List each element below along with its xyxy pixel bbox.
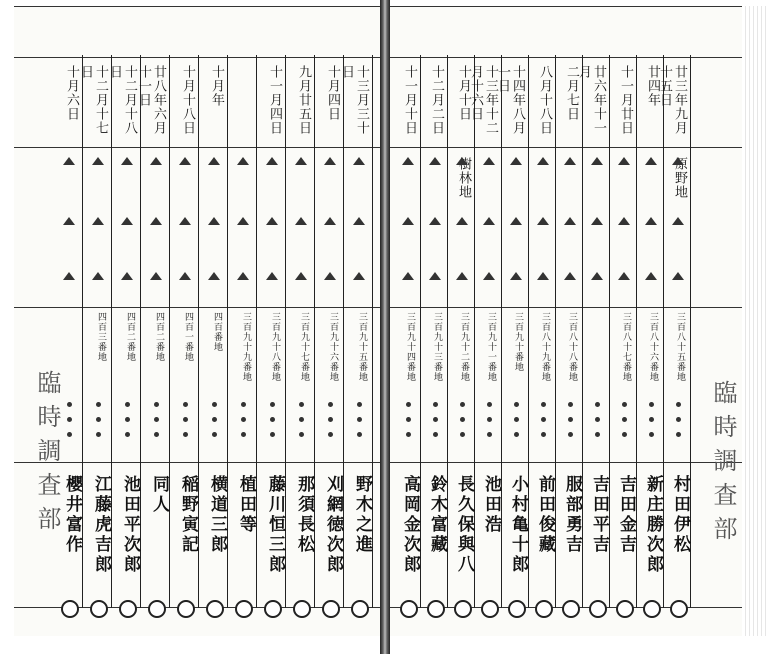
cell-date: 十月四日 (325, 65, 340, 121)
cell-date: 十二月十八日 (107, 65, 137, 135)
cell-addr: 三百八十五番地 (675, 312, 685, 382)
ditto-mark (483, 157, 495, 165)
ditto-mark (537, 272, 549, 280)
ditto-mark (645, 157, 657, 165)
cell-type (614, 157, 633, 247)
cell-name: 横道三郎 (207, 475, 227, 555)
column-divider (140, 55, 141, 608)
area-dot (514, 417, 519, 422)
binding-hole (61, 600, 79, 618)
column-divider (372, 55, 373, 608)
ditto-mark (618, 217, 630, 225)
area-dot (433, 432, 438, 437)
ditto-mark (92, 272, 104, 280)
area-dot (357, 402, 362, 407)
cell-name: 同人 (149, 475, 169, 515)
area-dot (299, 402, 304, 407)
area-dot (622, 402, 627, 407)
cell-addr (587, 312, 606, 382)
ditto-mark (456, 272, 468, 280)
cell-type (203, 157, 224, 247)
cell-name: 池田浩 (481, 475, 501, 535)
area-dot (541, 402, 546, 407)
cell-date: 八月十八日 (537, 65, 552, 135)
binding-hole (351, 600, 369, 618)
binding-hole (264, 600, 282, 618)
ditto-mark (402, 272, 414, 280)
cell-date: 廿八年六月十一日 (136, 65, 166, 135)
column-divider (555, 55, 556, 608)
binding-hole (322, 600, 340, 618)
ditto-mark (429, 217, 441, 225)
ditto-mark (266, 157, 278, 165)
binding-hole (427, 600, 445, 618)
area-dot (270, 417, 275, 422)
area-dot (154, 417, 159, 422)
area-dot (649, 417, 654, 422)
cell-type (348, 157, 369, 247)
binding-hole (293, 600, 311, 618)
cell-addr: 三百九十七番地 (299, 312, 309, 382)
ditto-mark (121, 157, 133, 165)
ditto-mark (208, 157, 220, 165)
cell-date: 十四年八月一日 (495, 65, 525, 135)
ditto-mark (324, 217, 336, 225)
area-dot (183, 402, 188, 407)
ditto-mark (429, 272, 441, 280)
area-dot (125, 417, 130, 422)
column-divider (582, 55, 583, 608)
ditto-mark (456, 217, 468, 225)
cell-name: 村田伊松 (670, 475, 690, 555)
ditto-mark (402, 157, 414, 165)
ditto-mark (150, 217, 162, 225)
binding-hole (616, 600, 634, 618)
area-dot (67, 417, 72, 422)
cell-name: 吉田金吉 (616, 475, 636, 555)
column-divider (314, 55, 315, 608)
ditto-mark (564, 272, 576, 280)
binding-hole (562, 600, 580, 618)
ditto-mark (237, 157, 249, 165)
area-dot (514, 402, 519, 407)
cell-addr: 三百九十三番地 (432, 312, 442, 382)
area-dot (299, 432, 304, 437)
column-divider (663, 55, 664, 608)
area-dot (406, 417, 411, 422)
area-dot (649, 402, 654, 407)
ditto-mark (591, 272, 603, 280)
area-dot (96, 402, 101, 407)
cell-addr: 三百八十七番地 (621, 312, 631, 382)
ditto-mark (591, 217, 603, 225)
area-dot (212, 402, 217, 407)
ditto-mark (63, 217, 75, 225)
cell-date: 二月七日 (564, 65, 579, 121)
column-divider (82, 55, 83, 608)
ditto-mark (92, 217, 104, 225)
cell-type (641, 157, 660, 247)
ditto-mark (92, 157, 104, 165)
column-divider (528, 55, 529, 608)
area-dot (406, 432, 411, 437)
area-dot (328, 417, 333, 422)
cell-date: 九月廿五日 (296, 65, 311, 135)
cell-type (145, 157, 166, 247)
ditto-mark (429, 157, 441, 165)
cell-type (232, 157, 253, 247)
area-dot (67, 432, 72, 437)
area-dot (67, 402, 72, 407)
cell-date: 十月六日 (64, 65, 79, 121)
ditto-mark (510, 272, 522, 280)
cell-type (560, 157, 579, 247)
cell-date: 廿四年 (645, 65, 660, 107)
ditto-mark (295, 272, 307, 280)
cell-name: 江藤虎吉郎 (91, 475, 111, 575)
cell-type (533, 157, 552, 247)
area-dot (568, 432, 573, 437)
ditto-mark (645, 272, 657, 280)
ditto-mark (295, 157, 307, 165)
cell-type (174, 157, 195, 247)
cell-name: 前田俊藏 (535, 475, 555, 555)
area-dot (487, 417, 492, 422)
area-dot (328, 432, 333, 437)
binding-hole (508, 600, 526, 618)
ditto-mark (672, 217, 684, 225)
area-dot (357, 417, 362, 422)
area-dot (154, 402, 159, 407)
cell-addr: 三百八十八番地 (567, 312, 577, 382)
area-dot (595, 402, 600, 407)
column-divider (169, 55, 170, 608)
column-divider (285, 55, 286, 608)
ditto-mark (537, 157, 549, 165)
ditto-mark (63, 157, 75, 165)
area-dot (357, 432, 362, 437)
binding-hole (481, 600, 499, 618)
area-dot (433, 402, 438, 407)
ditto-mark (510, 157, 522, 165)
ditto-mark (672, 157, 684, 165)
ditto-mark (208, 217, 220, 225)
area-dot (622, 432, 627, 437)
left-margin-title: 臨時調査部 (33, 370, 61, 540)
cell-date: 十二月十七日 (78, 65, 108, 135)
binding-hole (148, 600, 166, 618)
cell-name: 高岡金次郎 (400, 475, 420, 575)
ditto-mark (237, 217, 249, 225)
column-divider (198, 55, 199, 608)
area-dot (96, 432, 101, 437)
cell-date: 廿三年九月十五日 (657, 65, 687, 135)
cell-date: 十二月二日 (429, 65, 444, 135)
cell-addr: 三百九十四番地 (405, 312, 415, 382)
cell-date: 十一月十日 (402, 65, 417, 135)
ditto-mark (179, 217, 191, 225)
ditto-mark (150, 157, 162, 165)
ditto-mark (121, 272, 133, 280)
left-page (14, 6, 380, 636)
area-dot (406, 402, 411, 407)
cell-addr: 三百九十五番地 (357, 312, 367, 382)
cell-type (261, 157, 282, 247)
cell-addr: 四百番地 (212, 312, 222, 352)
area-dot (460, 402, 465, 407)
ditto-mark (510, 217, 522, 225)
column-divider (636, 55, 637, 608)
cell-addr: 四百一番地 (183, 312, 193, 362)
book-spine (380, 0, 390, 654)
area-dot (212, 417, 217, 422)
cell-addr: 三百九十八番地 (270, 312, 280, 382)
ditto-mark (121, 217, 133, 225)
ditto-mark (63, 272, 75, 280)
column-divider (690, 55, 691, 608)
area-dot (676, 417, 681, 422)
cell-addr: 三百九十番地 (513, 312, 523, 372)
area-dot (487, 402, 492, 407)
ledger-rule-3 (14, 462, 380, 463)
column-divider (474, 55, 475, 608)
cell-type (479, 157, 498, 247)
cell-name: 服部勇吉 (562, 475, 582, 555)
cell-name: 藤川恒三郎 (265, 475, 285, 575)
right-page (390, 6, 742, 636)
cell-type (587, 157, 606, 247)
area-dot (622, 417, 627, 422)
cell-addr: 三百九十二番地 (459, 312, 469, 382)
area-dot (568, 402, 573, 407)
ditto-mark (353, 217, 365, 225)
cell-name: 稲野寅記 (178, 475, 198, 555)
area-dot (299, 417, 304, 422)
area-dot (241, 417, 246, 422)
cell-addr: 四百二番地 (125, 312, 135, 362)
ditto-mark (645, 217, 657, 225)
cell-addr: 四百三番地 (96, 312, 106, 362)
cell-type (58, 157, 79, 247)
ditto-mark (237, 272, 249, 280)
ditto-mark (324, 272, 336, 280)
ditto-mark (537, 217, 549, 225)
column-divider (609, 55, 610, 608)
cell-date: 十三年十二月十六日 (468, 65, 498, 135)
cell-type: 原野地 (672, 157, 687, 199)
cell-name: 新庄勝次郎 (643, 475, 663, 575)
cell-date: 十一月四日 (267, 65, 282, 135)
area-dot (433, 417, 438, 422)
cell-name: 野木之進 (352, 475, 372, 555)
area-dot (328, 402, 333, 407)
ditto-mark (591, 157, 603, 165)
cell-type (319, 157, 340, 247)
ditto-mark (266, 272, 278, 280)
area-dot (96, 417, 101, 422)
ditto-mark (150, 272, 162, 280)
binding-hole (454, 600, 472, 618)
ledger-rule-1 (14, 147, 380, 148)
binding-hole (535, 600, 553, 618)
binding-hole (119, 600, 137, 618)
ditto-mark (564, 157, 576, 165)
area-dot (676, 402, 681, 407)
area-dot (241, 402, 246, 407)
ditto-mark (353, 157, 365, 165)
cell-name: 鈴木富藏 (427, 475, 447, 555)
area-dot (241, 432, 246, 437)
cell-type (290, 157, 311, 247)
cell-name: 刈網徳次郎 (323, 475, 343, 575)
ditto-mark (618, 272, 630, 280)
area-dot (514, 432, 519, 437)
ditto-mark (618, 157, 630, 165)
cell-name: 長久保與八 (454, 475, 474, 575)
right-margin-title: 臨時調査部 (709, 380, 737, 550)
ditto-mark (208, 272, 220, 280)
area-dot (460, 417, 465, 422)
binding-hole (670, 600, 688, 618)
area-dot (649, 432, 654, 437)
cell-date: 十一月廿日 (618, 65, 633, 135)
cell-name: 櫻井富作 (62, 475, 82, 555)
ditto-mark (295, 217, 307, 225)
area-dot (568, 417, 573, 422)
area-dot (183, 417, 188, 422)
cell-type (506, 157, 525, 247)
column-divider (111, 55, 112, 608)
cell-addr: 三百九十九番地 (241, 312, 251, 382)
cell-name: 池田平次郎 (120, 475, 140, 575)
binding-hole (206, 600, 224, 618)
area-dot (541, 417, 546, 422)
cell-addr: 四百二番地 (154, 312, 164, 362)
cell-addr: 三百九十六番地 (328, 312, 338, 382)
cell-name: 植田等 (236, 475, 256, 535)
cell-date (232, 65, 253, 135)
ditto-mark (179, 272, 191, 280)
ditto-mark (456, 157, 468, 165)
cell-addr: 三百八十六番地 (648, 312, 658, 382)
column-divider (420, 55, 421, 608)
ledger-rule-2 (14, 307, 380, 308)
cell-type (398, 157, 417, 247)
area-dot (183, 432, 188, 437)
ditto-mark (179, 157, 191, 165)
binding-hole (235, 600, 253, 618)
cell-name: 那須長松 (294, 475, 314, 555)
cell-type (425, 157, 444, 247)
column-divider (256, 55, 257, 608)
binding-hole (90, 600, 108, 618)
area-dot (676, 432, 681, 437)
ditto-mark (672, 272, 684, 280)
cell-addr: 三百八十九番地 (540, 312, 550, 382)
cell-name: 吉田平吉 (589, 475, 609, 555)
area-dot (487, 432, 492, 437)
ditto-mark (483, 217, 495, 225)
ditto-mark (353, 272, 365, 280)
column-divider (501, 55, 502, 608)
ditto-mark (483, 272, 495, 280)
cell-date: 十月十八日 (180, 65, 195, 135)
area-dot (595, 432, 600, 437)
cell-type: 樹林地 (456, 157, 471, 199)
cell-date: 十月年 (209, 65, 224, 107)
area-dot (270, 402, 275, 407)
ditto-mark (564, 217, 576, 225)
area-dot (125, 402, 130, 407)
column-divider (447, 55, 448, 608)
cell-type (116, 157, 137, 247)
binding-hole (177, 600, 195, 618)
area-dot (460, 432, 465, 437)
ditto-mark (324, 157, 336, 165)
cell-type (87, 157, 108, 247)
area-dot (212, 432, 217, 437)
area-dot (154, 432, 159, 437)
cell-name: 小村亀十郎 (508, 475, 528, 575)
ledger-rule-0 (14, 57, 380, 58)
ditto-mark (402, 217, 414, 225)
area-dot (541, 432, 546, 437)
binding-hole (400, 600, 418, 618)
binding-hole (643, 600, 661, 618)
area-dot (595, 417, 600, 422)
column-divider (227, 55, 228, 608)
area-dot (270, 432, 275, 437)
binding-hole (589, 600, 607, 618)
column-divider (343, 55, 344, 608)
cell-date: 十三月三十日 (339, 65, 369, 135)
cell-addr: 三百九十一番地 (486, 312, 496, 382)
ditto-mark (266, 217, 278, 225)
cell-date: 十月十日 (456, 65, 471, 121)
area-dot (125, 432, 130, 437)
page-edges (742, 6, 768, 636)
cell-date: 廿六年十一月 (576, 65, 606, 135)
